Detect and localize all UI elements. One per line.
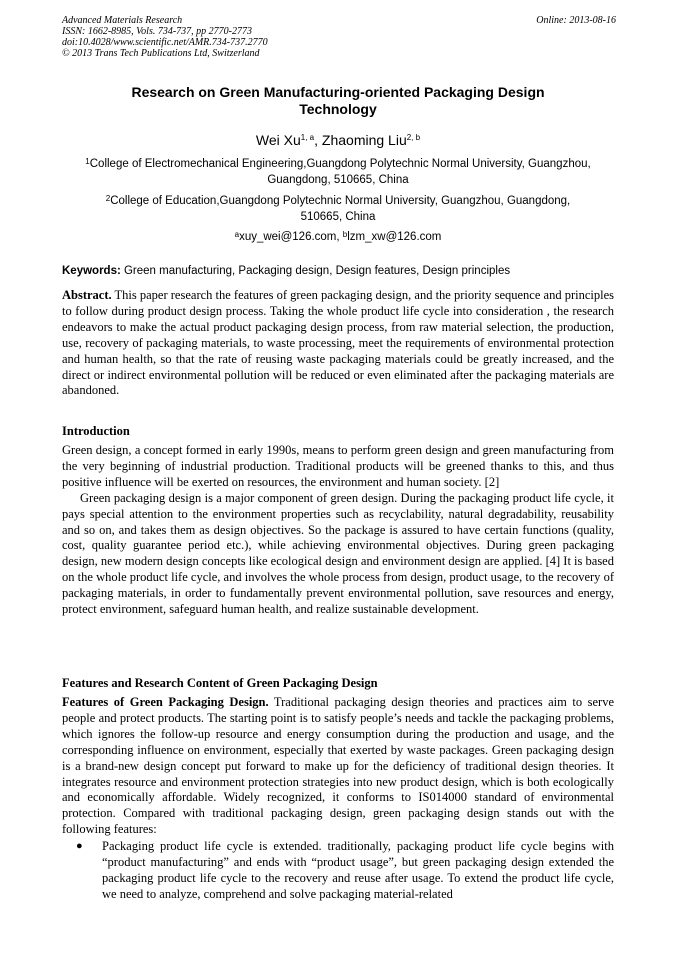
bullet-text: Packaging product life cycle is extended. traditionally, packaging product life cycle begins with “product manufacturing” and ends with “product usage”, but green packaging design extended the packaging product life cycle to the recovery and reuse after usage. To extend the product life cycle, we need to analyze, comprehend and solve packaging material-related: [102, 839, 614, 901]
introduction-body: [62, 443, 614, 618]
paragraph: Green design, a concept formed in early 1990s, means to perform green design and green manufacturing from the very beginning of industrial production. Traditional products will be greened thanks to this, and thus positive influence will be exerted on resources, the environment and human society. [2]: [62, 443, 614, 489]
online-date: Online: 2013-08-16: [536, 15, 616, 26]
section-heading-features: Features and Research Content of Green Packaging Design: [62, 676, 378, 690]
email-mark: a: [234, 230, 240, 239]
doi-line: doi:10.4028/www.scientific.net/AMR.734-737.2770: [62, 37, 268, 48]
journal-name: Advanced Materials Research: [62, 15, 183, 26]
email-mark: b: [342, 230, 348, 239]
abstract-text: This paper research the features of green packaging design, and the priority sequence and principles to follow during product design process. Taking the whole product life cycle into consideration , the research endeavors to make the actual product packaging design process, from raw material selection, the production, use, recovery of packaging materials, to waste processing, meet the requirements of environmental protection and human health, so that the rate of reusing waste packaging materials could be greatly increased, and the direct or indirect environmental pollution will be reduced or even eliminated after the packaging materials are abandoned.: [62, 288, 614, 398]
affiliation-text: Guangdong, 510665, China: [267, 174, 409, 186]
title-line-2: Technology: [299, 101, 377, 117]
email-link: xuy_wei@126.com,: [239, 231, 343, 243]
affiliation-mark: 2: [105, 194, 111, 203]
author-emails: [62, 229, 614, 245]
author-list: [62, 131, 614, 149]
author-separator: ,: [314, 132, 322, 148]
paper-title: [62, 84, 614, 118]
features-body: [62, 695, 614, 838]
section-heading-introduction: Introduction: [62, 424, 130, 438]
bullet-item: [62, 839, 614, 903]
copyright-line: © 2013 Trans Tech Publications Ltd, Switzerland: [62, 48, 260, 59]
affiliation-text: College of Education,Guangdong Polytechnic Normal University, Guangzhou, Guangdong,: [110, 195, 571, 207]
abstract: [62, 288, 614, 399]
email-link: lzm_xw@126.com: [347, 231, 442, 243]
keywords-label: Keywords:: [62, 265, 121, 277]
affiliation-text: 510665, China: [300, 211, 376, 223]
issn-line: ISSN: 1662-8985, Vols. 734-737, pp 2770-2773: [62, 26, 252, 37]
bullet-icon: ●: [76, 840, 83, 852]
affiliation-text: College of Electromechanical Engineering,Guangdong Polytechnic Normal University, Guangzhou,: [89, 158, 591, 170]
paragraph: Green packaging design is a major component of green design. During the packaging product life cycle, it pays special attention to the environment properties such as recyclability, natural degradability, reusability and so on, and takes them as design objectives. So the package is assured to have certain functions (quality, cost, quality guarantee period etc.), while achieving environmental objectives. During green packaging design, new modern design concepts like ecological design and environment design are applied. [4] It is based on the whole product life cycle, and involves the whole process from design, product usage, to the recovery of packaging materials, in order to fundamentally prevent environmental pollution, save resources and energy, protect environment, safeguard human health, and realize sustainable development.: [62, 490, 614, 617]
abstract-label: Abstract.: [62, 288, 112, 302]
affiliation-1: [62, 156, 614, 188]
journal-header: [62, 15, 268, 59]
paragraph: Traditional packaging design theories and practices aim to serve people and protect products. The starting point is to satisfy people’s needs and tackle the packaging problems, which ignores the follow-up resource and energy consumption during the production and usage, and the corresponding influence on environment, especially that exerted by waste packages. Green packaging design is a brand-new design concept put forward to make up for the deficiency of traditional design theories. It integrates resource and environment protection strategies into new product design, which is both ecologically and economically affordable. Widely recognized, it conforms to IS014000 standard of environmental protection. Compared with traditional packaging design, green packaging design stands out with the following features:: [62, 695, 614, 837]
author-name: Wei Xu: [255, 132, 301, 148]
author-affiliation-mark: 1, a: [300, 133, 315, 142]
affiliation-2: [62, 193, 614, 225]
affiliation-mark: 1: [85, 157, 90, 166]
title-line-1: Research on Green Manufacturing-oriented Packaging Design: [131, 84, 545, 100]
keywords: [62, 264, 614, 279]
author-name: Zhaoming Liu: [321, 132, 407, 148]
subsection-label: Features of Green Packaging Design.: [62, 695, 269, 709]
keywords-text: Green manufacturing, Packaging design, Design features, Design principles: [120, 265, 511, 277]
author-affiliation-mark: 2, b: [406, 133, 421, 142]
